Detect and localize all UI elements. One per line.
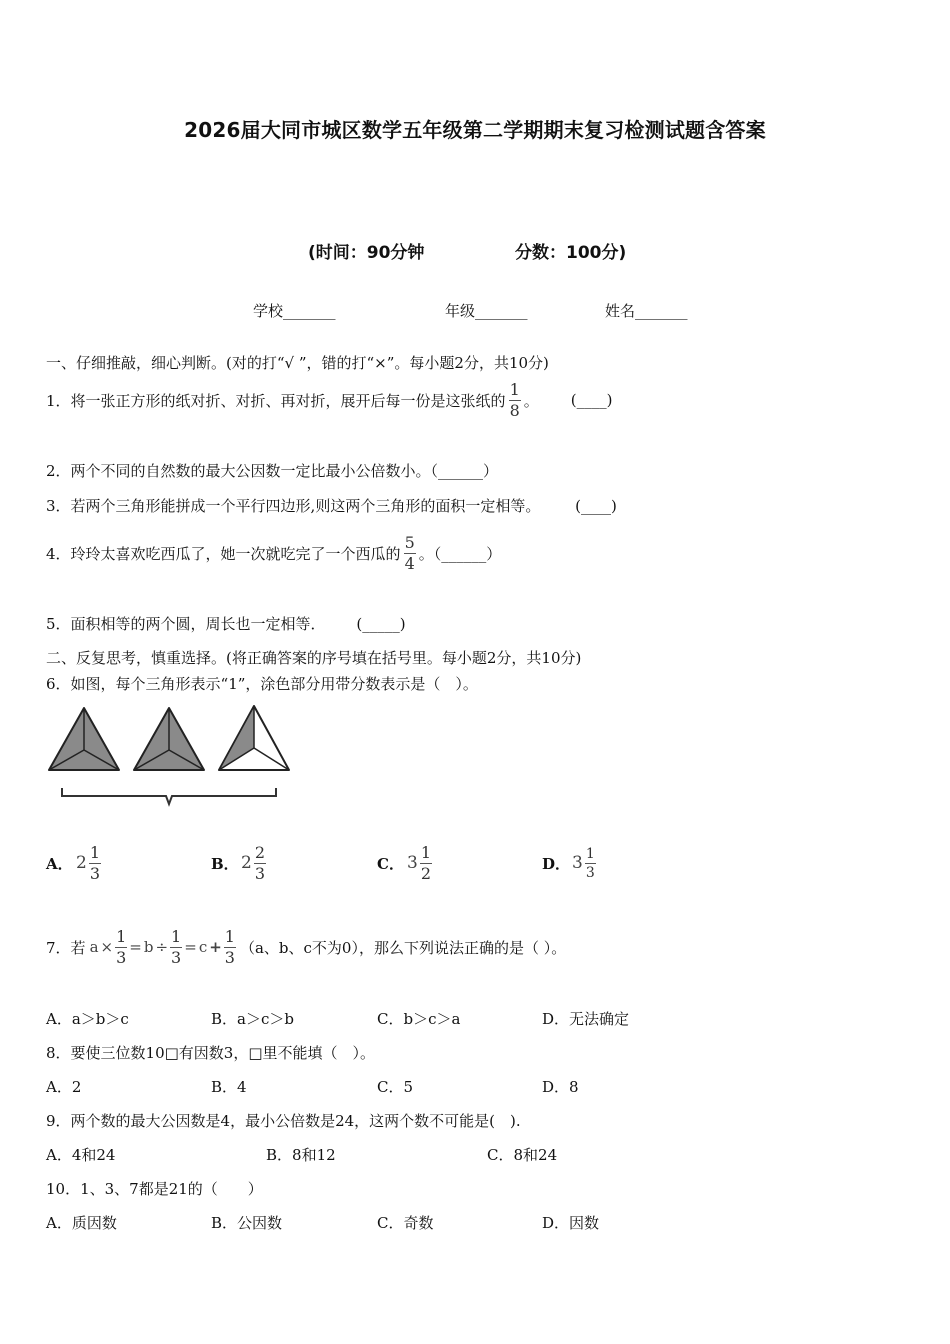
q9-option-c[interactable]: C．8和24 xyxy=(487,1146,558,1164)
question-prefix: 若 xyxy=(70,938,86,957)
q7-option-c[interactable]: C．b＞c＞a xyxy=(377,1010,461,1028)
fraction-numerator: 2 xyxy=(254,842,266,862)
question-text: 若两个三角形能拼成一个平行四边形,则这两个三角形的面积一定相等。 xyxy=(70,497,541,515)
times-sign: × xyxy=(100,938,114,956)
question-5 xyxy=(46,613,406,634)
fraction-denominator: 3 xyxy=(224,947,235,967)
question-number: 4． xyxy=(46,544,71,563)
name-field[interactable]: 姓名_______ xyxy=(605,302,688,320)
fraction-numerator: 1 xyxy=(509,379,520,399)
fraction xyxy=(115,926,127,967)
q10-option-c[interactable]: C．奇数 xyxy=(377,1214,434,1232)
question-text: 如图，每个三角形表示“1”，涂色部分用带分数表示是（ ）。 xyxy=(70,675,478,693)
question-number: 7． xyxy=(46,938,71,957)
equals-sign: = xyxy=(129,938,142,956)
option-label: D． xyxy=(542,854,571,873)
question-8 xyxy=(46,1042,375,1063)
option-label: C． xyxy=(377,854,404,873)
question-text: 将一张正方形的纸对折、对折、再对折，展开后每一份是这张纸的 xyxy=(70,391,506,410)
var-c: c xyxy=(198,938,208,956)
var-a: a xyxy=(89,938,99,956)
answer-blank[interactable]: (_____) xyxy=(356,615,406,633)
question-6 xyxy=(46,673,478,694)
question-2 xyxy=(46,460,498,481)
fraction-denominator: 8 xyxy=(509,400,520,420)
question-number: 3． xyxy=(46,497,71,515)
fraction xyxy=(224,926,236,967)
time-label: (时间：90分钟 xyxy=(308,243,425,263)
fraction-denominator: 3 xyxy=(89,863,101,883)
mixed-whole: 3 xyxy=(407,853,418,873)
question-9 xyxy=(46,1110,521,1131)
page-title: 2026届大同市城区数学五年级第二学期期末复习检测试题含答案 xyxy=(184,118,766,142)
q9-option-b[interactable]: B．8和12 xyxy=(266,1146,336,1164)
var-b: b xyxy=(143,938,154,956)
triangles-figure xyxy=(44,700,294,812)
question-tail: 。（______） xyxy=(418,544,502,563)
question-text: 两个数的最大公因数是4，最小公倍数是24，这两个数不可能是( ). xyxy=(70,1112,521,1130)
fraction-denominator: 3 xyxy=(116,947,127,967)
question-number: 6． xyxy=(46,675,71,693)
question-tail: 。 xyxy=(523,391,539,410)
answer-blank[interactable]: (____) xyxy=(575,497,617,515)
fraction-numerator: 1 xyxy=(116,926,127,946)
fraction-numerator: 1 xyxy=(585,845,595,862)
mixed-whole: 2 xyxy=(76,853,87,873)
question-text: （a、b、c不为0），那么下列说法正确的是（ ）。 xyxy=(239,938,567,957)
question-number: 10． xyxy=(46,1180,81,1198)
q8-option-a[interactable]: A．2 xyxy=(46,1078,82,1096)
mixed-fraction xyxy=(89,842,101,883)
equals-sign: = xyxy=(184,938,197,956)
question-number: 9． xyxy=(46,1112,71,1130)
q7-option-a[interactable]: A．a＞b＞c xyxy=(46,1010,129,1028)
mixed-fraction xyxy=(585,847,596,880)
triangle-3 xyxy=(219,706,289,770)
question-7 xyxy=(46,922,566,972)
question-3 xyxy=(46,495,617,516)
fraction-numerator: 1 xyxy=(89,842,101,862)
equation xyxy=(89,926,236,967)
fraction-numerator: 1 xyxy=(224,926,235,946)
mixed-fraction xyxy=(420,842,432,883)
brace xyxy=(62,788,276,804)
triangle-2 xyxy=(134,708,204,770)
fraction-numerator: 1 xyxy=(420,842,432,862)
question-number: 1． xyxy=(46,391,71,410)
q6-option-c[interactable] xyxy=(377,838,432,888)
question-1 xyxy=(46,378,612,422)
fraction-denominator: 3 xyxy=(171,947,182,967)
fraction xyxy=(509,379,521,420)
section-1-heading: 一、仔细推敲，细心判断。(对的打“√ ”，错的打“×”。每小题2分，共10分) xyxy=(46,354,549,372)
q6-option-d[interactable] xyxy=(542,838,596,888)
q6-option-b[interactable] xyxy=(211,838,266,888)
question-number: 5． xyxy=(46,615,71,633)
question-10 xyxy=(46,1178,263,1199)
fraction-denominator: 3 xyxy=(585,864,595,881)
question-text: 两个不同的自然数的最大公因数一定比最小公倍数小。（______） xyxy=(70,462,499,480)
question-text: 要使三位数10□有因数3，□里不能填（ ）。 xyxy=(70,1044,376,1062)
q10-option-b[interactable]: B．公因数 xyxy=(211,1214,283,1232)
q8-option-b[interactable]: B．4 xyxy=(211,1078,247,1096)
q10-option-a[interactable]: A．质因数 xyxy=(46,1214,117,1232)
question-number: 2． xyxy=(46,462,71,480)
school-field[interactable]: 学校_______ xyxy=(253,302,336,320)
mixed-fraction xyxy=(254,842,266,883)
answer-blank[interactable]: (____) xyxy=(570,391,613,409)
q9-option-a[interactable]: A．4和24 xyxy=(46,1146,116,1164)
fraction-numerator: 1 xyxy=(171,926,182,946)
q10-option-d[interactable]: D．因数 xyxy=(542,1214,600,1232)
question-number: 8． xyxy=(46,1044,71,1062)
fraction-numerator: 5 xyxy=(404,532,415,552)
score-label: 分数：100分) xyxy=(515,243,627,263)
q8-option-d[interactable]: D．8 xyxy=(542,1078,579,1096)
question-text: 面积相等的两个圆，周长也一定相等． xyxy=(70,615,326,633)
mixed-whole: 3 xyxy=(572,853,583,873)
grade-field[interactable]: 年级_______ xyxy=(445,302,528,320)
q8-option-c[interactable]: C．5 xyxy=(377,1078,414,1096)
question-4 xyxy=(46,530,501,576)
divide-sign: ÷ xyxy=(155,938,169,956)
fraction xyxy=(170,926,182,967)
question-text: 玲玲太喜欢吃西瓜了，她一次就吃完了一个西瓜的 xyxy=(70,544,401,563)
fraction-denominator: 3 xyxy=(254,863,266,883)
fraction xyxy=(404,532,416,573)
q6-option-a[interactable] xyxy=(46,838,101,888)
section-2-heading: 二、反复思考，慎重选择。(将正确答案的序号填在括号里。每小题2分，共10分) xyxy=(46,649,582,667)
mixed-whole: 2 xyxy=(241,853,252,873)
plus-sign: + xyxy=(209,938,222,956)
option-label: A． xyxy=(46,854,73,873)
triangle-1 xyxy=(49,708,119,770)
q7-option-d[interactable]: D．无法确定 xyxy=(542,1010,630,1028)
fraction-denominator: 2 xyxy=(420,863,432,883)
q7-option-b[interactable]: B．a＞c＞b xyxy=(211,1010,294,1028)
fraction-denominator: 4 xyxy=(404,553,415,573)
question-text: 1、3、7都是21的（ ） xyxy=(80,1180,263,1198)
option-label: B． xyxy=(211,854,239,873)
